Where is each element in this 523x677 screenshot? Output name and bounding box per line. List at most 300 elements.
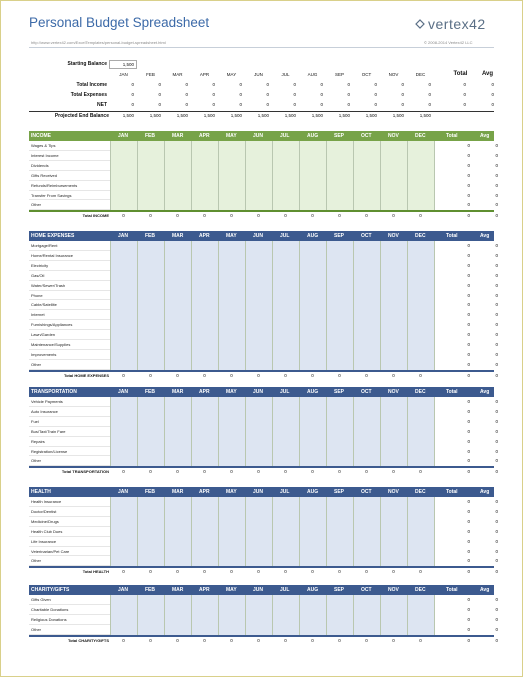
month-input-column[interactable]	[246, 241, 273, 370]
section-month-header: MAY	[226, 587, 237, 593]
line-item-avg: 0	[495, 616, 498, 622]
section-month-header: APR	[199, 133, 210, 139]
line-item-label: Other	[31, 626, 42, 632]
summary-value: 0	[212, 82, 215, 87]
section-total-value: 0	[338, 372, 341, 378]
line-item-label: Life Insurance	[31, 538, 57, 544]
projected-value: 1,500	[203, 113, 215, 118]
month-input-column[interactable]	[138, 241, 165, 370]
projected-value: 1,500	[419, 113, 431, 118]
month-input-column[interactable]	[273, 397, 300, 466]
vertex42-logo	[415, 16, 486, 32]
section-total-value: 0	[257, 637, 260, 643]
section-month-header: FEB	[145, 133, 155, 139]
projected-value: 1,500	[149, 113, 161, 118]
month-input-column[interactable]	[219, 497, 246, 566]
section-total-value: 0	[311, 213, 314, 219]
month-input-column[interactable]	[273, 497, 300, 566]
section-month-header: JAN	[118, 233, 129, 239]
month-input-column[interactable]	[408, 497, 435, 566]
month-input-column[interactable]	[300, 241, 327, 370]
section-month-header: AUG	[307, 489, 319, 495]
line-item-label: Bus/Taxi/Train Fare	[31, 428, 66, 434]
line-item-avg: 0	[495, 262, 498, 268]
section-month-header: AUG	[307, 587, 319, 593]
line-item-avg: 0	[495, 332, 498, 338]
section-total-value: 0	[230, 637, 233, 643]
month-input-column[interactable]	[354, 241, 381, 370]
month-input-column[interactable]	[219, 241, 246, 370]
line-item-total: 0	[467, 282, 470, 288]
section-total-value: 0	[149, 372, 152, 378]
section-total-label: Total CHARITY/GIFTS	[67, 637, 109, 643]
month-input-column[interactable]	[327, 497, 354, 566]
line-item-rule	[29, 436, 110, 437]
section-total-value: 0	[365, 637, 368, 643]
summary-value: 0	[239, 92, 242, 97]
section-header-home-expenses	[29, 231, 494, 241]
line-item-label: Maintenance/Supplies	[31, 342, 71, 347]
projected-value: 1,500	[392, 113, 404, 118]
summary-month-header: NOV	[388, 72, 399, 77]
summary-value: 0	[212, 102, 215, 107]
section-total-value: 0	[230, 569, 233, 575]
line-item-rule	[29, 190, 110, 191]
month-input-column[interactable]	[300, 397, 327, 466]
section-grand-avg: 0	[495, 569, 498, 575]
line-item-label: Improvements	[31, 351, 57, 357]
line-item-total: 0	[467, 528, 470, 534]
month-input-column[interactable]	[138, 595, 165, 635]
summary-avg-value: 0	[491, 82, 494, 87]
section-total-value: 0	[311, 569, 314, 575]
line-item-avg: 0	[495, 428, 498, 434]
line-item-total: 0	[467, 302, 470, 308]
month-input-column[interactable]	[327, 595, 354, 635]
month-input-column[interactable]	[273, 141, 300, 210]
summary-value: 0	[401, 92, 404, 97]
projected-value: 1,500	[338, 113, 350, 118]
month-input-column[interactable]	[246, 595, 273, 635]
section-total-value: 0	[419, 213, 422, 219]
section-month-header: MAR	[172, 587, 184, 593]
line-item-label: Furnishings/Appliances	[31, 322, 73, 328]
section-month-header: APR	[199, 489, 210, 495]
section-total-value: 0	[284, 213, 287, 219]
section-total-value: 0	[122, 569, 125, 575]
month-input-column[interactable]	[408, 595, 435, 635]
month-input-column[interactable]	[165, 595, 192, 635]
section-month-header: JUL	[280, 233, 290, 239]
line-item-label: Charitable Donations	[31, 606, 69, 612]
section-total-value: 0	[203, 372, 206, 378]
line-item-total: 0	[467, 606, 470, 612]
summary-value: 0	[293, 82, 296, 87]
line-item-total: 0	[467, 499, 470, 504]
section-total-header: Total	[446, 133, 458, 139]
summary-month-header: FEB	[146, 72, 155, 77]
section-month-header: OCT	[361, 233, 372, 239]
month-input-column[interactable]	[138, 397, 165, 466]
logo-icon	[415, 19, 425, 29]
line-item-total: 0	[467, 626, 470, 632]
section-total-value: 0	[149, 637, 152, 643]
summary-value: 0	[239, 82, 242, 87]
summary-month-header: JAN	[119, 72, 128, 77]
summary-value: 0	[374, 102, 377, 107]
line-item-total: 0	[467, 399, 470, 404]
month-input-column[interactable]	[273, 241, 300, 370]
section-month-header: NOV	[388, 233, 399, 239]
month-input-column[interactable]	[300, 141, 327, 210]
summary-value: 0	[158, 82, 161, 87]
month-input-column[interactable]	[381, 397, 408, 466]
projected-value: 1,500	[311, 113, 323, 118]
section-month-header: APR	[199, 233, 210, 239]
section-total-header: Total	[446, 389, 458, 395]
line-item-label: Other	[31, 558, 42, 564]
month-input-column[interactable]	[192, 595, 219, 635]
line-item-rule	[29, 290, 110, 291]
section-total-value: 0	[149, 213, 152, 219]
month-input-column[interactable]	[354, 397, 381, 466]
line-item-total: 0	[467, 312, 470, 318]
month-input-column[interactable]	[219, 397, 246, 466]
month-input-column[interactable]	[192, 241, 219, 370]
line-item-avg: 0	[495, 597, 498, 602]
section-month-header: FEB	[145, 233, 155, 239]
line-item-rule	[29, 555, 110, 556]
section-month-header: MAY	[226, 489, 237, 495]
line-item-total: 0	[467, 152, 470, 158]
summary-value: 0	[131, 102, 134, 107]
summary-total-value: 0	[463, 82, 466, 87]
section-input-grid	[110, 595, 435, 635]
section-total-value: 0	[338, 469, 341, 475]
line-item-avg: 0	[495, 448, 498, 454]
line-item-label: Interest Income	[31, 152, 59, 158]
summary-total-header: Total	[453, 71, 468, 77]
month-input-column[interactable]	[165, 497, 192, 566]
summary-value: 0	[131, 82, 134, 87]
section-header-health	[29, 487, 494, 497]
section-month-header: JUN	[253, 587, 264, 593]
section-month-header: MAY	[226, 133, 237, 139]
section-month-header: FEB	[145, 389, 155, 395]
projected-value: 1,500	[284, 113, 296, 118]
line-item-rule	[29, 150, 110, 151]
section-grand-avg: 0	[495, 469, 498, 475]
summary-row-label: NET	[97, 102, 107, 108]
line-item-total: 0	[467, 192, 470, 198]
template-url[interactable]: http://www.vertex42.com/ExcelTemplates/personal-budget-spreadsheet.html	[31, 40, 166, 45]
section-month-header: SEP	[334, 587, 345, 593]
month-input-column[interactable]	[354, 497, 381, 566]
section-total-value: 0	[257, 469, 260, 475]
section-input-grid	[110, 397, 435, 466]
section-month-header: APR	[199, 587, 210, 593]
line-item-avg: 0	[495, 182, 498, 188]
projected-value: 1,500	[365, 113, 377, 118]
line-item-rule	[29, 260, 110, 261]
section-total-value: 0	[176, 372, 179, 378]
section-grand-avg: 0	[495, 213, 498, 219]
line-item-total: 0	[467, 538, 470, 544]
section-month-header: OCT	[361, 489, 372, 495]
section-grand-total: 0	[467, 637, 470, 643]
section-total-value: 0	[338, 637, 341, 643]
section-month-header: JAN	[118, 587, 129, 593]
section-total-value: 0	[338, 213, 341, 219]
summary-avg-value: 0	[491, 92, 494, 97]
line-item-total: 0	[467, 172, 470, 178]
section-month-header: DEC	[415, 489, 426, 495]
section-input-grid	[110, 141, 435, 210]
line-item-rule	[29, 406, 110, 407]
summary-value: 0	[185, 92, 188, 97]
section-month-header: MAR	[172, 489, 184, 495]
section-total-value: 0	[284, 569, 287, 575]
line-item-label: Gifts Received	[31, 172, 58, 178]
section-month-header: JUN	[253, 233, 264, 239]
line-item-total: 0	[467, 292, 470, 298]
month-input-column[interactable]	[408, 397, 435, 466]
month-input-column[interactable]	[327, 397, 354, 466]
section-total-value: 0	[203, 469, 206, 475]
section-total-value: 0	[122, 213, 125, 219]
line-item-label: Health Club Dues	[31, 528, 63, 534]
section-month-header: SEP	[334, 389, 345, 395]
section-total-label: Total TRANSPORTATION	[61, 469, 109, 475]
section-total-value: 0	[176, 569, 179, 575]
section-total-value: 0	[284, 637, 287, 643]
projected-value: 1,500	[122, 113, 134, 118]
line-item-label: Dividends	[31, 162, 49, 168]
section-total-value: 0	[149, 469, 152, 475]
section-total-value: 0	[392, 637, 395, 643]
month-input-column[interactable]	[327, 241, 354, 370]
summary-total-value: 0	[463, 92, 466, 97]
line-item-label: Other	[31, 458, 42, 464]
line-item-rule	[29, 536, 110, 537]
line-item-total: 0	[467, 408, 470, 414]
line-item-avg: 0	[495, 282, 498, 288]
line-item-avg: 0	[495, 558, 498, 564]
summary-month-header: JUL	[281, 72, 290, 77]
month-input-column[interactable]	[111, 141, 138, 210]
month-input-column[interactable]	[408, 241, 435, 370]
line-item-avg: 0	[495, 272, 498, 278]
line-item-total: 0	[467, 418, 470, 424]
line-item-label: Veterinarian/Pet Care	[31, 548, 70, 554]
line-item-rule	[29, 614, 110, 615]
section-month-header: NOV	[388, 489, 399, 495]
section-total-value: 0	[203, 569, 206, 575]
line-item-avg: 0	[495, 548, 498, 554]
summary-row-label: Total Expenses	[70, 92, 107, 98]
summary-value: 0	[428, 102, 431, 107]
summary-month-header: DEC	[415, 72, 426, 77]
line-item-rule	[29, 416, 110, 417]
section-total-value: 0	[257, 213, 260, 219]
month-input-column[interactable]	[165, 141, 192, 210]
line-item-label: Electricity	[31, 262, 49, 268]
line-item-avg: 0	[495, 172, 498, 178]
header-divider	[29, 47, 494, 48]
section-month-header: DEC	[415, 587, 426, 593]
month-input-column[interactable]	[381, 141, 408, 210]
line-item-total: 0	[467, 332, 470, 338]
line-item-label: Water/Sewer/Trash	[31, 282, 66, 288]
line-item-total: 0	[467, 508, 470, 514]
month-input-column[interactable]	[111, 397, 138, 466]
month-input-column[interactable]	[219, 141, 246, 210]
line-item-total: 0	[467, 143, 470, 148]
summary-value: 0	[347, 92, 350, 97]
section-month-header: MAR	[172, 233, 184, 239]
line-item-avg: 0	[495, 351, 498, 357]
month-input-column[interactable]	[381, 497, 408, 566]
line-item-avg: 0	[495, 302, 498, 308]
section-avg-header: Avg	[480, 389, 490, 395]
line-item-avg: 0	[495, 518, 498, 524]
section-title: HOME EXPENSES	[31, 233, 75, 239]
line-item-rule	[29, 329, 110, 330]
summary-value: 0	[428, 82, 431, 87]
section-month-header: JAN	[118, 489, 129, 495]
month-input-column[interactable]	[165, 397, 192, 466]
section-total-rule	[29, 466, 494, 468]
summary-month-header: JUN	[254, 72, 263, 77]
month-input-column[interactable]	[138, 497, 165, 566]
line-item-total: 0	[467, 558, 470, 564]
month-input-column[interactable]	[381, 241, 408, 370]
line-item-avg: 0	[495, 499, 498, 504]
line-item-total: 0	[467, 202, 470, 208]
line-item-rule	[29, 180, 110, 181]
month-input-column[interactable]	[408, 141, 435, 210]
month-input-column[interactable]	[300, 497, 327, 566]
month-input-column[interactable]	[354, 141, 381, 210]
line-item-label: Mortgage/Rent	[31, 243, 58, 248]
month-input-column[interactable]	[300, 595, 327, 635]
line-item-rule	[29, 624, 110, 625]
section-month-header: DEC	[415, 389, 426, 395]
line-item-label: Vehicle Payments	[31, 399, 63, 404]
section-total-value: 0	[392, 372, 395, 378]
section-month-header: AUG	[307, 133, 319, 139]
line-item-rule	[29, 446, 110, 447]
line-item-label: Medicine/Drugs	[31, 518, 59, 524]
line-item-total: 0	[467, 272, 470, 278]
section-total-rule	[29, 370, 494, 372]
summary-value: 0	[374, 92, 377, 97]
projected-label: Projected End Balance	[54, 113, 109, 119]
line-item-avg: 0	[495, 408, 498, 414]
section-total-rule	[29, 635, 494, 637]
section-total-value: 0	[203, 213, 206, 219]
summary-value: 0	[293, 102, 296, 107]
summary-month-header: SEP	[334, 72, 344, 77]
month-input-column[interactable]	[192, 141, 219, 210]
line-item-total: 0	[467, 243, 470, 248]
section-total-value: 0	[365, 372, 368, 378]
month-input-column[interactable]	[219, 595, 246, 635]
section-input-grid	[110, 241, 435, 370]
section-total-value: 0	[122, 469, 125, 475]
section-avg-header: Avg	[480, 587, 490, 593]
line-item-avg: 0	[495, 528, 498, 534]
section-total-value: 0	[203, 637, 206, 643]
section-month-header: OCT	[361, 389, 372, 395]
month-input-column[interactable]	[246, 141, 273, 210]
section-month-header: OCT	[361, 133, 372, 139]
line-item-avg: 0	[495, 312, 498, 318]
summary-value: 0	[158, 92, 161, 97]
month-input-column[interactable]	[111, 241, 138, 370]
line-item-avg: 0	[495, 361, 498, 367]
month-input-column[interactable]	[246, 497, 273, 566]
month-input-column[interactable]	[246, 397, 273, 466]
line-item-avg: 0	[495, 162, 498, 168]
line-item-label: Phone	[31, 292, 43, 298]
section-grand-total: 0	[467, 372, 470, 378]
line-item-avg: 0	[495, 192, 498, 198]
section-total-value: 0	[392, 213, 395, 219]
section-total-value: 0	[284, 469, 287, 475]
month-input-column[interactable]	[381, 595, 408, 635]
line-item-label: Health Insurance	[31, 499, 62, 504]
month-input-column[interactable]	[138, 141, 165, 210]
projected-value: 1,500	[176, 113, 188, 118]
month-input-column[interactable]	[273, 595, 300, 635]
line-item-rule	[29, 280, 110, 281]
summary-avg-header: Avg	[481, 71, 494, 77]
line-item-label: Other	[31, 361, 42, 367]
month-input-column[interactable]	[327, 141, 354, 210]
summary-value: 0	[347, 82, 350, 87]
line-item-avg: 0	[495, 252, 498, 258]
month-input-column[interactable]	[192, 497, 219, 566]
line-item-rule	[29, 339, 110, 340]
starting-balance-input[interactable]: 1,500	[109, 60, 137, 69]
line-item-rule	[29, 426, 110, 427]
logo-text: vertex42	[428, 16, 486, 32]
month-input-column[interactable]	[165, 241, 192, 370]
section-month-header: MAR	[172, 133, 184, 139]
section-total-label: Total HEALTH	[82, 569, 109, 575]
line-item-avg: 0	[495, 322, 498, 328]
line-item-label: Religious Donations	[31, 616, 67, 622]
month-input-column[interactable]	[354, 595, 381, 635]
line-item-total: 0	[467, 361, 470, 367]
line-item-label: Cable/Satellite	[31, 302, 57, 308]
section-total-value: 0	[365, 213, 368, 219]
line-item-rule	[29, 359, 110, 360]
line-item-rule	[29, 526, 110, 527]
month-input-column[interactable]	[111, 595, 138, 635]
summary-total-value: 0	[463, 102, 466, 107]
section-month-header: JUN	[253, 133, 264, 139]
summary-value: 0	[320, 82, 323, 87]
section-total-value: 0	[176, 469, 179, 475]
line-item-avg: 0	[495, 458, 498, 464]
section-grand-avg: 0	[495, 372, 498, 378]
month-input-column[interactable]	[111, 497, 138, 566]
month-input-column[interactable]	[192, 397, 219, 466]
section-grand-total: 0	[467, 213, 470, 219]
summary-value: 0	[266, 92, 269, 97]
